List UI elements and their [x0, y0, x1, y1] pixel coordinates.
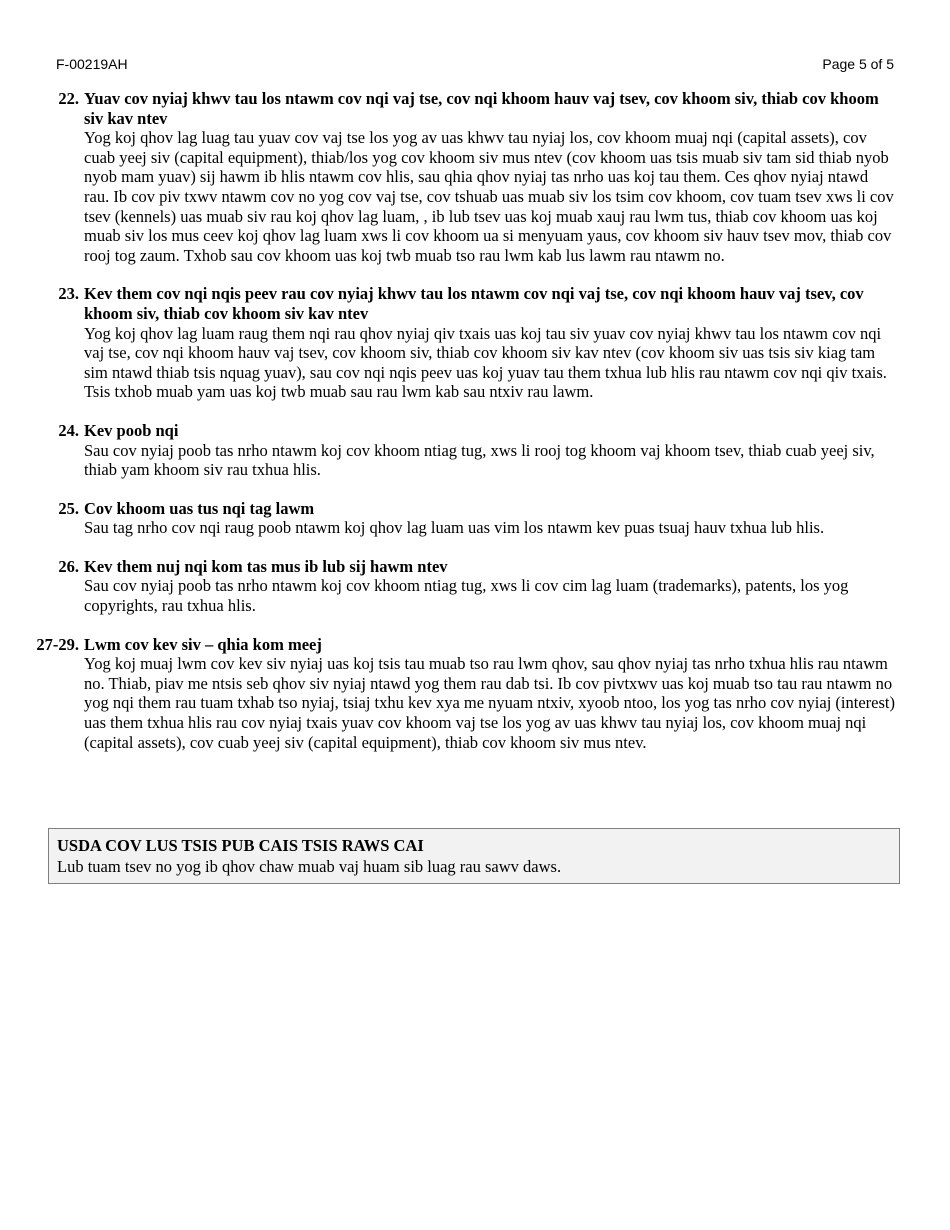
section-title: Kev poob nqi: [84, 420, 179, 440]
section-number: 27-29.: [36, 634, 79, 654]
section-title: Lwm cov kev siv – qhia kom meej: [84, 634, 322, 654]
section-23: [30, 284, 896, 402]
notice-body: Lub tuam tsev no yog ib qhov chaw muab vaj huam sib luag rau sawv daws.: [57, 857, 562, 876]
section-body: Sau cov nyiaj poob tas nrho ntawm koj cov khoom ntiag tug, xws li cov cim lag luam (trademarks), patents, los yog copyrights, rau txhua hlis.: [84, 576, 849, 616]
section-number: 22.: [58, 89, 79, 108]
section-body: Sau cov nyiaj poob tas nrho ntawm koj cov khoom ntiag tug, xws li rooj tog khoom vaj khoom tsev, thiab cuab yeej siv, thiab yam khoom siv rau txhua hlis.: [84, 440, 875, 480]
section-24: [30, 421, 896, 480]
section-title: Kev them nuj nqi kom tas mus ib lub sij hawm ntev: [84, 556, 448, 576]
section-title: Yuav cov nyiaj khwv tau los ntawm cov nqi vaj tse, cov nqi khoom hauv vaj tsev, cov khoom siv, thiab cov khoom siv kav ntev: [84, 89, 879, 128]
section-26: [30, 557, 896, 616]
section-body: Yog koj qhov lag luam raug them nqi rau qhov nyiaj qiv txais uas koj tau siv yuav cov nyiaj khwv tau los ntawm cov nqi vaj tse, cov nqi khoom hauv vaj tsev, cov khoom siv, thiab cov khoom siv kav ntev (cov khoom siv uas tsis siv kiag tam sim ntawd thiab tsis nquag yuav), sau cov nqi nqis peev uas koj yuav tau them txhua lub hlis rau ntawm cov nqi qiv txais. Tsis txhob muab yam uas koj twb muab sau rau lwm kab sau ntxiv rau lawm.: [84, 323, 887, 402]
usda-nondiscrimination-box: [48, 828, 900, 884]
section-body: Yog koj qhov lag luag tau yuav cov vaj tse los yog av uas khwv tau nyiaj los, cov khoom muaj nqi (capital assets), cov cuab yeej siv (capital equipment), thiab/los yog cov khoom siv mus ntev (cov khoom uas tsis muab siv tam sid thiab nyob nyob mam yuav) sij hawm ib hlis ntawm cov hlis, sau qhia qhov nyiaj tas nrho uas koj tau them. Ces qhov nyiaj ntawd rau. Ib cov piv txwv ntawm cov no yog cov vaj tse, cov tshuab uas muab siv los tsim cov khoom, cov tuam tsev xws li cov tsev (kennels) uas muab siv rau koj qhov lag luam, , ib lub tsev uas koj muab xauj rau lwm tus, thiab cov khoom uas koj muab siv los mus ceev koj qhov lag luam xws li cov khoom ua si menyuam yaus, cov khoom siv hauv tsev mov, thiab cov rooj tog zaum. Txhob sau cov khoom uas koj twb muab tso rau lwm kab lus lawm rau ntawm no.: [84, 128, 894, 265]
section-22: [30, 89, 896, 265]
section-body: Yog koj muaj lwm cov kev siv nyiaj uas koj tsis tau muab tso rau lwm qhov, sau qhov nyiaj tas nrho txhua hlis rau ntawm no. Thiab, piav me ntsis seb qhov siv nyiaj ntawd yog them rau dab tsi. Ib cov pivtxwv uas koj muab tso tau rau ntawm no yog nqi them rau tuam txhab tso nyiaj, tsiaj txhu kev xya me nyuam ntxiv, xyoob ntoo, los yog tas nrho cov nyiaj (interest) uas them txhua hlis rau cov nyiaj txais yuav cov khoom vaj tse los yog av uas khwv tau nyiaj los, cov khoom muaj nqi (capital assets), cov cuab yeej siv (capital equipment), thiab cov khoom siv mus ntev.: [84, 654, 895, 752]
section-title: Kev them cov nqi nqis peev rau cov nyiaj khwv tau los ntawm cov nqi vaj tse, cov nqi khoom hauv vaj tsev, cov khoom siv, thiab cov khoom siv kav ntev: [84, 284, 864, 323]
page-number: Page 5 of 5: [822, 56, 894, 72]
notice-title: USDA COV LUS TSIS PUB CAIS TSIS RAWS CAI: [57, 836, 424, 855]
section-body: Sau tag nrho cov nqi raug poob ntawm koj qhov lag luam uas vim los ntawm kev puas tsuaj hauv txhua lub hlis.: [84, 518, 825, 538]
instruction-sections: [30, 89, 896, 771]
section-25: [30, 499, 896, 538]
form-id: F-00219AH: [56, 56, 128, 72]
section-number: 24.: [58, 420, 79, 440]
section-27-29: [30, 635, 896, 753]
section-number: 23.: [58, 284, 79, 304]
section-title: Cov khoom uas tus nqi tag lawm: [84, 498, 315, 518]
section-number: 25.: [58, 498, 79, 518]
section-number: 26.: [58, 556, 79, 576]
